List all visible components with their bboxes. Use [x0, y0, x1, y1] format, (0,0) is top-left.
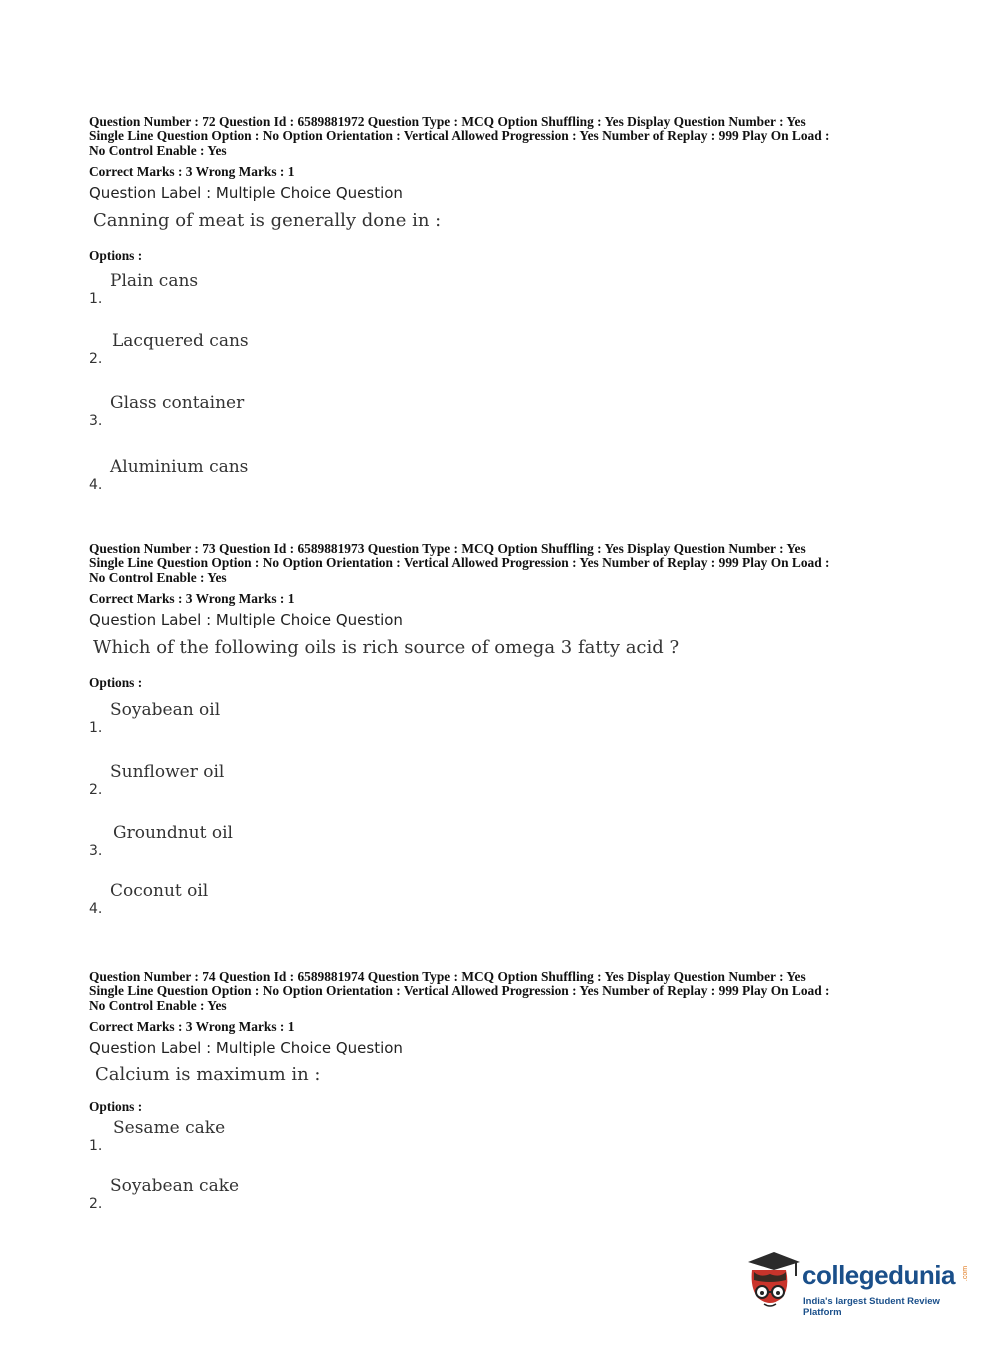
- meta-line: Question Number : 74 Question Id : 6589881974 Question Type : MCQ Option Shuffling : Yes Display Question Number : Yes: [89, 969, 806, 984]
- logo-tagline: India's largest Student Review Platform: [803, 1296, 940, 1318]
- question-text: Calcium is maximum in :: [95, 1064, 321, 1085]
- mascot-icon: [740, 1248, 802, 1314]
- option-number: 1.: [89, 291, 103, 307]
- meta-line: No Control Enable : Yes: [89, 997, 227, 1013]
- option-item[interactable]: [89, 1118, 689, 1158]
- option-number: 2.: [89, 782, 103, 798]
- logo-suffix: .com: [962, 1265, 970, 1282]
- option-item[interactable]: [89, 331, 689, 371]
- option-text: Soyabean oil: [110, 700, 221, 720]
- marks-line: Correct Marks : 3 Wrong Marks : 1: [89, 1019, 295, 1035]
- meta-line: Single Line Question Option : No Option Orientation : Vertical Allowed Progression : Yes Number of Replay : 999 Play On Load :: [89, 983, 830, 999]
- option-text: Glass container: [110, 393, 245, 413]
- meta-line: Single Line Question Option : No Option Orientation : Vertical Allowed Progression : Yes Number of Replay : 999 Play On Load :: [89, 555, 830, 571]
- logo-wordmark: collegedunia: [802, 1260, 955, 1290]
- meta-line: Question Number : 72 Question Id : 6589881972 Question Type : MCQ Option Shuffling : Yes Display Question Number : Yes: [89, 114, 806, 129]
- question-meta: [89, 970, 929, 1013]
- option-text: Groundnut oil: [113, 823, 233, 843]
- question-text: Which of the following oils is rich source of omega 3 fatty acid ?: [93, 637, 680, 658]
- option-number: 4.: [89, 901, 103, 917]
- options-heading: Options :: [89, 248, 143, 263]
- meta-line: Question Number : 73 Question Id : 6589881973 Question Type : MCQ Option Shuffling : Yes Display Question Number : Yes: [89, 541, 806, 556]
- option-item[interactable]: [89, 762, 689, 802]
- option-number: 2.: [89, 1196, 103, 1212]
- option-number: 3.: [89, 413, 103, 429]
- option-item[interactable]: [89, 457, 689, 497]
- option-text: Coconut oil: [110, 881, 209, 901]
- question-text: Canning of meat is generally done in :: [93, 210, 442, 231]
- question-label: Question Label : Multiple Choice Question: [89, 184, 403, 203]
- marks-line: Correct Marks : 3 Wrong Marks : 1: [89, 591, 295, 607]
- option-item[interactable]: [89, 700, 689, 740]
- meta-line: No Control Enable : Yes: [89, 142, 227, 158]
- option-text: Soyabean cake: [110, 1176, 240, 1196]
- question-block-74: [89, 970, 929, 1057]
- question-meta: [89, 115, 929, 158]
- question-label: Question Label : Multiple Choice Question: [89, 1039, 403, 1058]
- option-text: Lacquered cans: [112, 331, 249, 351]
- option-item[interactable]: [89, 823, 689, 863]
- option-text: Aluminium cans: [110, 457, 249, 477]
- option-number: 2.: [89, 351, 103, 367]
- option-number: 3.: [89, 843, 103, 859]
- meta-line: No Control Enable : Yes: [89, 569, 227, 585]
- option-text: Sunflower oil: [110, 762, 225, 782]
- marks-line: Correct Marks : 3 Wrong Marks : 1: [89, 164, 295, 180]
- question-label: Question Label : Multiple Choice Question: [89, 611, 403, 630]
- option-item[interactable]: [89, 271, 689, 311]
- option-item[interactable]: [89, 393, 689, 433]
- options-heading: Options :: [89, 675, 143, 690]
- option-text: Plain cans: [110, 271, 199, 291]
- option-number: 4.: [89, 477, 103, 493]
- option-number: 1.: [89, 720, 103, 736]
- option-item[interactable]: [89, 881, 689, 921]
- meta-line: Single Line Question Option : No Option Orientation : Vertical Allowed Progression : Yes Number of Replay : 999 Play On Load :: [89, 128, 830, 144]
- option-text: Sesame cake: [113, 1118, 226, 1138]
- question-block-73: [89, 542, 929, 629]
- option-item[interactable]: [89, 1176, 689, 1216]
- collegedunia-logo[interactable]: [740, 1248, 970, 1318]
- options-heading: Options :: [89, 1099, 143, 1114]
- question-meta: [89, 542, 929, 585]
- question-block-72: [89, 115, 929, 202]
- option-number: 1.: [89, 1138, 103, 1154]
